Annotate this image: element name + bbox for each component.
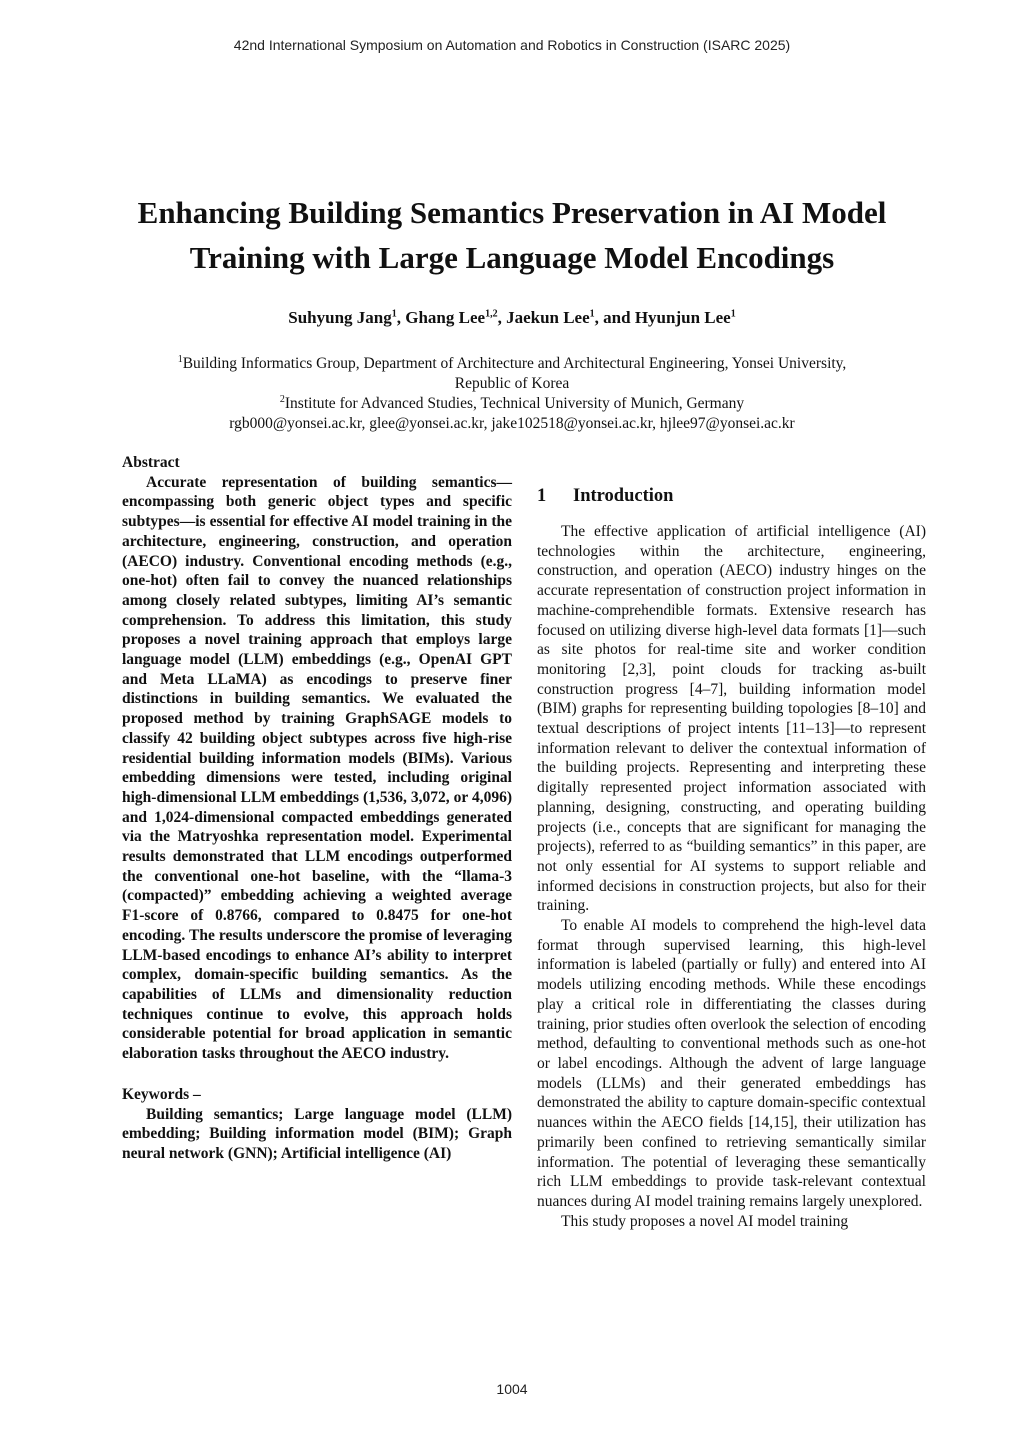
author-name: Jaekun Lee xyxy=(506,308,590,327)
author-name: Ghang Lee xyxy=(405,308,486,327)
title-line-1: Enhancing Building Semantics Preservation in AI Model xyxy=(137,195,887,230)
intro-paragraph-3: This study proposes a novel AI model training xyxy=(561,1212,849,1230)
abstract-heading: Abstract xyxy=(122,454,180,471)
paper-title xyxy=(100,190,924,280)
author-name: Suhyung Jang xyxy=(288,308,392,327)
section-title: Introduction xyxy=(573,486,674,506)
intro-paragraph-2: To enable AI models to comprehend the high-level data format through supervised learning, this high-level information is labeled (partially or fully) and entered into AI models utilizing encoding methods. While these encodings play a critical role in differentiating the classes during training, prior studies often overlook the selection of encoding method, defaulting to conventional methods such as one-hot or label encodings. Although the advent of large language models (LLMs) and their generated embeddings has demonstrated the ability to capture domain-specific contextual nuances within the AECO fields [14,15], their utilization has primarily been confined to retrieving semantically similar information. The potential of leveraging these semantically rich LLM embeddings to provide task-relevant contextual nuances during AI model training remains largely unexplored. xyxy=(537,917,926,1210)
affiliation-mark: 2 xyxy=(279,393,285,405)
author-separator: , and xyxy=(594,308,635,327)
affiliation-mark: 1 xyxy=(177,353,183,365)
affiliation-2 xyxy=(100,394,924,414)
affiliations xyxy=(100,354,924,434)
right-column xyxy=(537,484,926,1231)
author-separator: , xyxy=(497,308,507,327)
intro-paragraph-1: The effective application of artificial intelligence (AI) technologies within the architecture, engineering, construction, and operation (AECO) industry hinges on the accurate representation of construction project information in machine-comprehendible formats. Extensive research has focused on utilizing diverse high-level data formats [1]—such as site photos for real-time site and worker condition monitoring [2,3], point clouds for tracking as-built construction progress [4–7], building information model (BIM) graphs for representing building topologies [8–10] and textual descriptions of project intents [11–13]—to represent information relevant to deliver the contextual information of the building projects. Representing and interpreting these digitally represented project information associated with planning, designing, constructing, and operating building projects (i.e., concepts that are significant for managing the projects), referred to as “building semantics” in this paper, are not only essential for AI systems to support reliable and informed decisions in construction projects, but also for their training. xyxy=(537,523,926,915)
section-heading-introduction xyxy=(537,484,926,508)
keywords-body: Building semantics; Large language model (LLM) embedding; Building information model (BIM); Graph neural network (GNN); Artificial intelligence (AI) xyxy=(122,1105,512,1162)
author-emails: rgb000@yonsei.ac.kr, glee@yonsei.ac.kr, jake102518@yonsei.ac.kr, hjlee97@yonsei.ac.kr xyxy=(229,415,795,432)
conference-header: 42nd International Symposium on Automation and Robotics in Construction (ISARC 2025) xyxy=(233,37,791,53)
abstract-body: Accurate representation of building semantics—encompassing both generic object types and specific subtypes—is essential for effective AI model training in the architecture, engineering, construction, and operation (AECO) industry. Conventional encoding methods (e.g., one-hot) often fail to convey the nuanced relationships among closely related subtypes, limiting AI’s semantic comprehension. To address this limitation, this study proposes a novel training approach that employs large language model (LLM) embeddings (e.g., OpenAI GPT and Meta LLaMA) as encodings to preserve finer distinctions in building semantics. We evaluated the proposed method by training GraphSAGE models to classify 42 building object subtypes across five high-rise residential building information models (BIMs). Various embedding dimensions were tested, including original high-dimensional LLM embeddings (1,536, 3,072, or 4,096) and 1,024-dimensional compacted embeddings generated via the Matryoshka representation model. Experimental results demonstrated that LLM encodings outperformed the conventional one-hot baseline, with the “llama-3 (compacted)” embedding achieving a weighted average F1-score of 0.8766, compared to 0.8475 for one-hot encoding. The results underscore the promise of leveraging LLM-based encodings to enhance AI’s ability to interpret complex, domain-specific building semantics. As the capabilities of LLMs and dimensionality reduction techniques continue to evolve, this approach holds considerable potential for broad application in semantic elaboration tasks throughout the AECO industry. xyxy=(122,473,512,1063)
author-affil-mark: 1 xyxy=(391,308,397,320)
page-number: 1004 xyxy=(496,1381,528,1397)
section-number: 1 xyxy=(537,486,547,506)
author-affil-mark: 1 xyxy=(589,308,595,320)
affiliation-1 xyxy=(100,354,924,374)
keywords-heading: Keywords – xyxy=(122,1085,201,1103)
author-affil-mark: 1 xyxy=(730,308,736,320)
author-list xyxy=(100,308,924,328)
left-column xyxy=(122,453,512,1164)
affiliation-1-line-2: Republic of Korea xyxy=(454,375,570,392)
author-separator: , xyxy=(396,308,406,327)
title-line-2: Training with Large Language Model Encodings xyxy=(189,240,835,275)
author-name: Hyunjun Lee xyxy=(634,308,731,327)
author-affil-mark: 1,2 xyxy=(485,308,498,320)
affiliation-2-line: Institute for Advanced Studies, Technical University of Munich, Germany xyxy=(284,395,745,412)
affiliation-1-line-1: Building Informatics Group, Department of Architecture and Architectural Engineering, Yonsei University, xyxy=(182,355,847,372)
